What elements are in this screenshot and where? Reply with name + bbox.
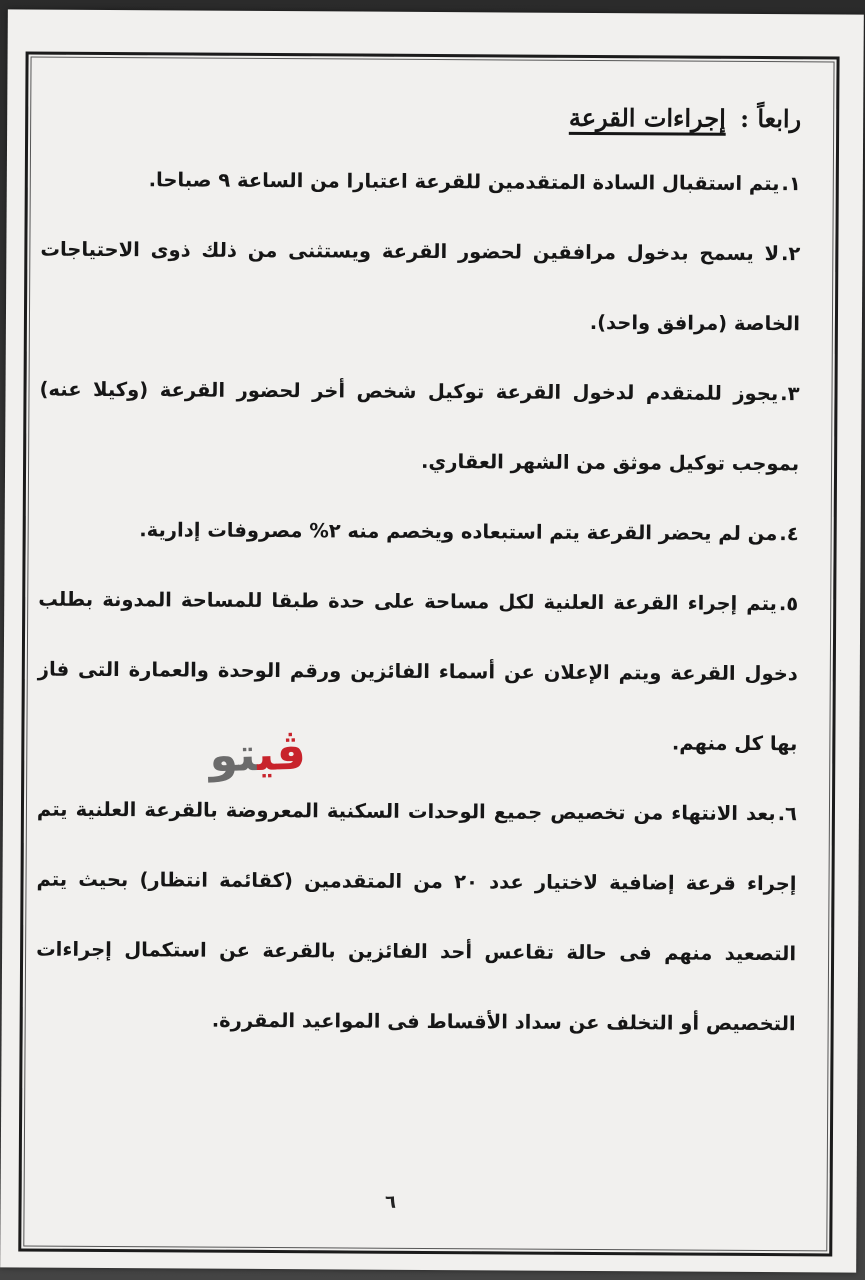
document-page xyxy=(0,9,864,1272)
section-heading xyxy=(41,100,801,134)
item-text: يتم استقبال السادة المتقدمين للقرعة اعتبارا من الساعة ٩ صباحا. xyxy=(148,168,780,196)
list-item-3 xyxy=(39,355,800,500)
watermark-part-grey: تو xyxy=(208,726,258,783)
item-text: من لم يحضر القرعة يتم استبعاده ويخصم منه ٢% مصروفات إدارية. xyxy=(139,518,778,546)
list-item-2 xyxy=(40,215,801,360)
watermark-logo xyxy=(209,726,307,783)
list-item-6 xyxy=(35,775,797,1060)
item-text: يتم إجراء القرعة العلنية لكل مساحة على حدة طبقا للمساحة المدونة بطلب دخول القرعة ويتم الإعلان عن أسماء الفائزين ورقم الوحدة والعمارة التى فاز بها كل منهم. xyxy=(37,587,798,756)
item-number: ٤. xyxy=(779,522,799,546)
item-number: ٣. xyxy=(780,382,800,406)
list-item-5 xyxy=(37,565,799,783)
item-text: يجوز للمتقدم لدخول القرعة توكيل شخص أخر لحضور القرعة (وكيلا عنه) بموجب توكيل موثق من الشهر العقاري. xyxy=(39,377,800,476)
list-item-1 xyxy=(41,145,801,220)
page-number: ٦ xyxy=(385,1191,397,1213)
item-number: ١. xyxy=(781,172,801,196)
item-number: ٦. xyxy=(777,802,798,826)
list-item-4 xyxy=(38,495,798,570)
item-number: ٥. xyxy=(778,592,799,616)
heading-title: إجراءات القرعة xyxy=(568,102,726,133)
watermark-part-red: ڤي xyxy=(256,725,307,781)
item-text: بعد الانتهاء من تخصيص جميع الوحدات السكنية المعروضة بالقرعة العلنية يتم إجراء قرعة إضافية لاختيار عدد ٢٠ من المتقدمين (كقائمة انتظار) بحيث يتم التصعيد منهم فى حالة تقاعس أحد الفائزين بالقرعة عن استكمال إجراءات التخصيص أو التخلف عن سداد الأقساط فى المواعيد المقررة. xyxy=(36,797,797,1036)
heading-prefix: رابعاً : xyxy=(740,103,802,134)
item-number: ٢. xyxy=(780,242,801,266)
item-text: لا يسمح بدخول مرافقين لحضور القرعة ويستثنى من ذلك ذوى الاحتياجات الخاصة (مرافق واحد). xyxy=(40,237,801,336)
document-content xyxy=(35,60,801,1060)
